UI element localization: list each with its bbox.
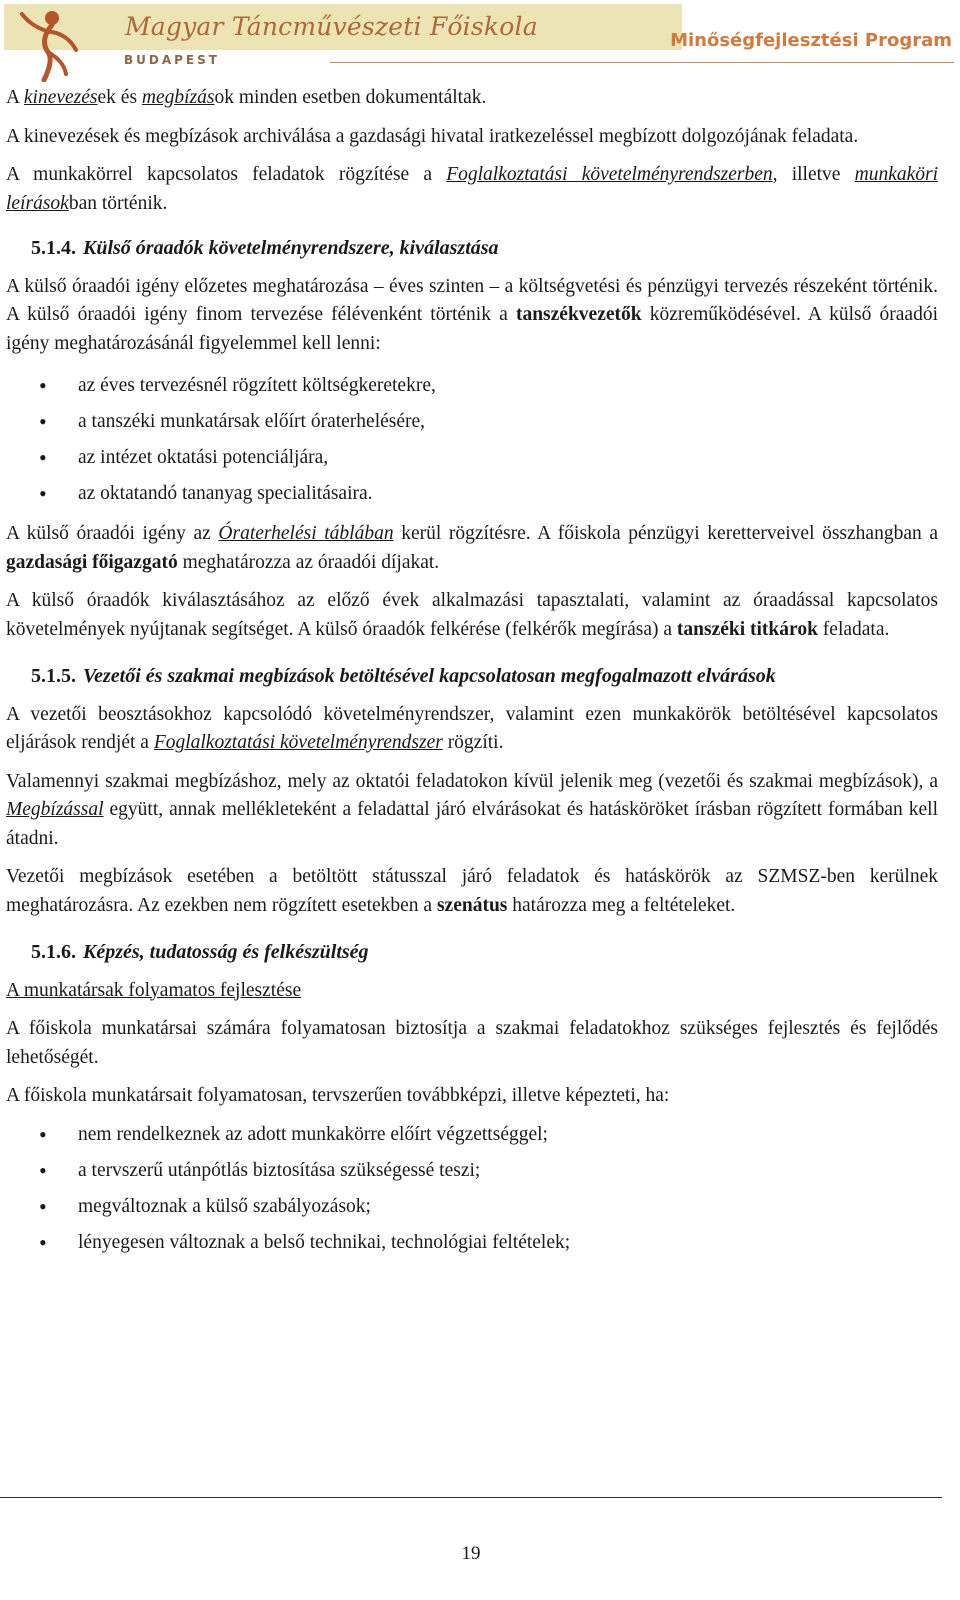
bold-term: tanszéki titkárok: [676, 618, 818, 640]
section-number: 5.1.5.: [31, 665, 76, 687]
text: A külső óraadói igény előzetes meghatározása – éves szinten – a költségvetési és pénzügyi tervezés részeként történik. A külső óraadói igény finom tervezése félévenként történik a: [6, 275, 938, 325]
text: határozza meg a feltételeket.: [507, 894, 736, 916]
term-link-kinevezes[interactable]: kinevezés: [23, 87, 98, 108]
bullet-list-considerations: [6, 368, 938, 512]
text: , illetve: [772, 164, 855, 185]
bold-term: gazdasági főigazgató: [6, 551, 178, 573]
list-item: • az éves tervezésnél rögzített költségkeretekre,: [6, 368, 938, 404]
bullet-list-training-triggers: [6, 1117, 938, 1261]
text: A külső óraadói igény az: [6, 523, 219, 544]
paragraph-archiving: A kinevezések és megbízások archiválása a gazdasági hivatal iratkezeléssel megbízott dolgozójának feladata.: [6, 125, 859, 147]
section-heading-5-1-5: [6, 662, 938, 691]
text: ek és: [97, 87, 142, 108]
text: feladata.: [817, 618, 890, 640]
subheading-staff-development: A munkatársak folyamatos fejlesztése: [6, 979, 302, 1001]
paragraph-external-lecturers: [6, 273, 938, 359]
text: ban történik.: [68, 192, 168, 214]
text: A: [6, 87, 24, 108]
paragraph-leadership-duties: [6, 863, 938, 920]
section-heading-5-1-6: [6, 938, 938, 967]
list-item: • a tanszéki munkatársak előírt óraterhelésére,: [6, 404, 938, 440]
text: A külső óraadók kiválasztásához az előző évek alkalmazási tapasztalati, valamint az óraadással kapcsolatos követelmények nyújtanak segítséget. A külső óraadók felkérése (felkérők megírása) a: [6, 590, 938, 640]
term-link-megbizas[interactable]: megbízás: [141, 87, 215, 108]
text: Vezetői megbízások esetében a betöltött státusszal járó feladatok és hatáskörök az SZMSZ-ben kerülnek meghatározásra. Az ezekben nem rögzített esetekben a: [6, 866, 938, 916]
footer-rule: [0, 1497, 942, 1498]
term-link-oraterhelesi-tabla[interactable]: Óraterhelési táblában: [218, 523, 394, 544]
text: rögzíti.: [442, 732, 504, 753]
bold-term: tanszékvezetők: [515, 304, 642, 325]
paragraph-workload-table: [6, 520, 938, 577]
paragraph-leadership-requirements: [6, 701, 938, 758]
section-heading-5-1-4: [6, 234, 938, 263]
section-title: Vezetői és szakmai megbízások betöltésével kapcsolatosan megfogalmazott elvárások: [83, 665, 776, 687]
text: kerül rögzítésre. A főiskola pénzügyi keretterveivel összhangban a: [393, 523, 938, 544]
bold-term: szenátus: [436, 894, 508, 916]
school-name: Magyar Táncművészeti Főiskola: [125, 12, 538, 41]
text: ok minden esetben dokumentáltak.: [214, 87, 487, 108]
paragraph-professional-assignments: [6, 768, 938, 854]
page-header: [0, 0, 960, 80]
term-link-foglalkoztatasi-kovetelmeny[interactable]: Foglalkoztatási követelményrendszer: [153, 732, 443, 753]
paragraph-job-tasks: [6, 161, 938, 218]
term-link-foglalkoztatasi[interactable]: Foglalkoztatási követelményrendszerben: [446, 164, 773, 185]
program-name: Minőségfejlesztési Program: [670, 30, 952, 51]
text: A vezetői beosztásokhoz kapcsolódó követelményrendszer, valamint ezen munkakörök betöltésével kapcsolatos eljárások rendjét a: [6, 703, 938, 753]
header-rule: [330, 62, 954, 63]
paragraph-training-conditions: A főiskola munkatársait folyamatosan, tervszerűen továbbképzi, illetve képezteti, ha:: [6, 1085, 670, 1106]
section-title: Képzés, tudatosság és felkészültség: [83, 941, 369, 963]
school-city: BUDAPEST: [124, 53, 220, 67]
paragraph-selection: [6, 587, 938, 644]
list-item: • az intézet oktatási potenciáljára,: [6, 440, 938, 476]
section-number: 5.1.4.: [31, 237, 76, 259]
paragraph-development-provision: A főiskola munkatársai számára folyamatosan biztosítja a szakmai feladatokhoz szükséges fejlesztés és fejlődés lehetőségét.: [6, 1018, 938, 1068]
text: együtt, annak mellékleteként a feladattal járó elvárásokat és hatásköröket írásban rögzített formában kell átadni.: [6, 799, 938, 849]
document-body: [6, 84, 938, 1269]
list-item: • nem rendelkeznek az adott munkakörre előírt végzettséggel;: [6, 1117, 938, 1153]
term-link-munkakori-leirasok[interactable]: munkaköri leírások: [6, 164, 939, 214]
school-logo-dancer-icon: [14, 2, 84, 82]
list-item: • lényegesen változnak a belső technikai, technológiai feltételek;: [6, 1225, 938, 1261]
section-title: Külső óraadók követelményrendszere, kiválasztása: [83, 237, 499, 259]
page-number: 19: [461, 1543, 481, 1564]
list-item: • megváltoznak a külső szabályozások;: [6, 1189, 938, 1225]
paragraph-appointments-documented: [6, 84, 938, 113]
text: közreműködésével. A külső óraadói igény meghatározásánál figyelemmel kell lenni:: [6, 304, 938, 354]
list-item: • az oktatandó tananyag specialitásaira.: [6, 476, 938, 512]
term-link-megbizassal[interactable]: Megbízással: [6, 799, 104, 820]
text: A munkakörrel kapcsolatos feladatok rögzítése a: [6, 164, 447, 185]
text: Valamennyi szakmai megbízáshoz, mely az oktatói feladatokon kívül jelenik meg (vezetői és szakmai megbízások), a: [6, 770, 938, 792]
text: meghatározza az óraadói díjakat.: [177, 551, 440, 573]
list-item: • a tervszerű utánpótlás biztosítása szükségessé teszi;: [6, 1153, 938, 1189]
section-number: 5.1.6.: [31, 941, 76, 963]
